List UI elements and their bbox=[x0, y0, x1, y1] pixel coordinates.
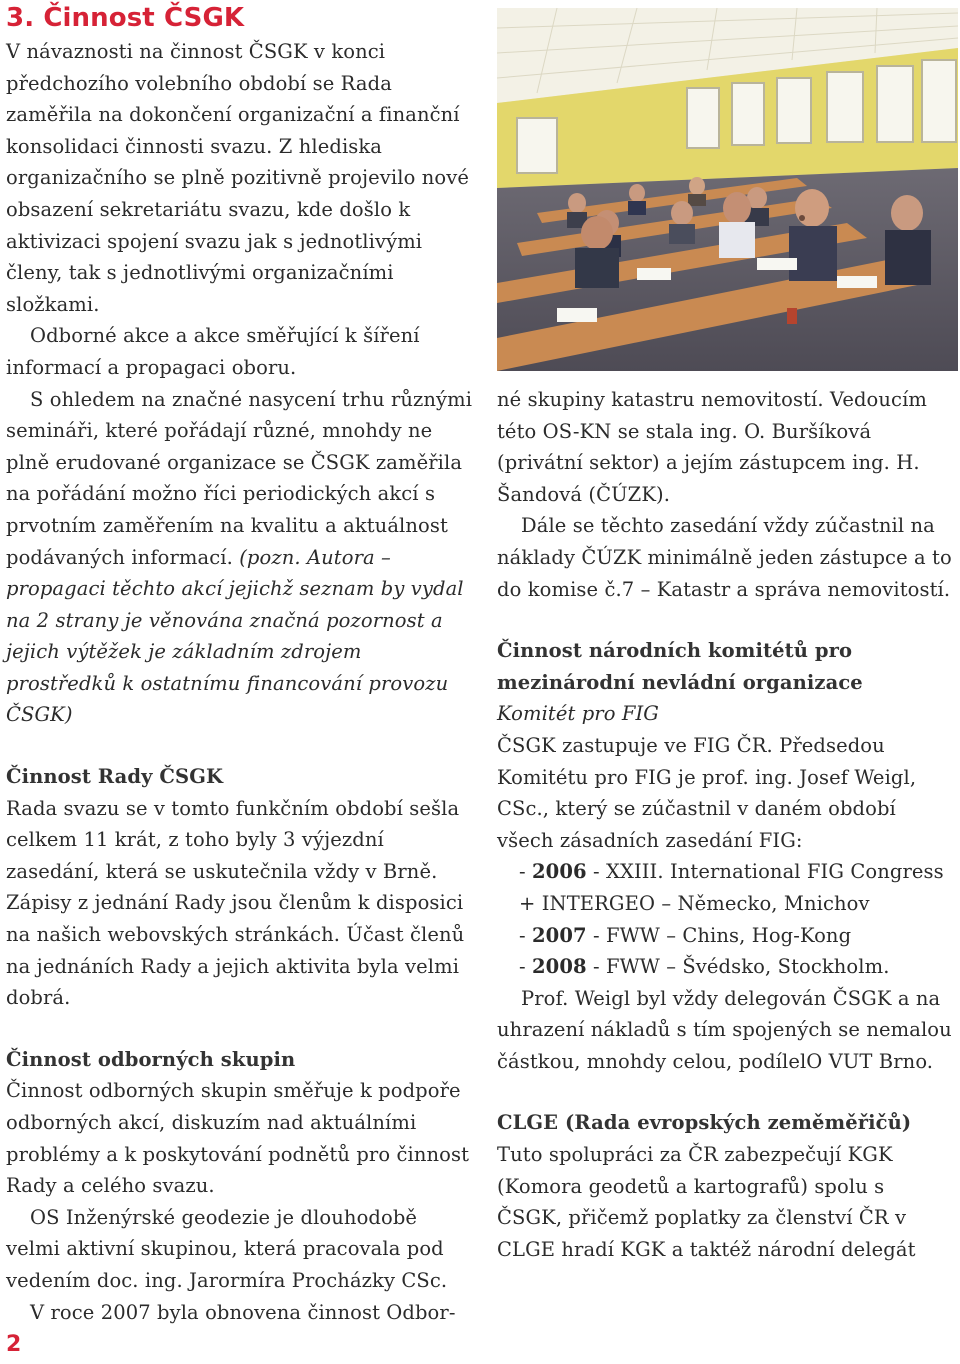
fig-subheading: Komitét pro FIG bbox=[497, 702, 659, 726]
clge-paragraph: Tuto spolupráci za ČR zabezpečují KGK (Komora geodetů a kartografů) spolu s ČSGK, přičemž poplatky za členství ČR v CLGE hradí KGK a taktéž národní delegát bbox=[497, 1143, 916, 1261]
events-paragraph bbox=[6, 384, 474, 732]
council-paragraph: Rada svazu se v tomto funkčním období sešla celkem 11 krát, z toho byly 3 výjezdní zasedání, která se uskutečnila vždy v Brně. Zápisy z jednání Rady jsou členům k disposici na našich webovských stránkách. Účast členů na jednáních Rady a jejich aktivita byla velmi dobrá. bbox=[6, 796, 465, 1010]
list-item: - 2007 - FWW – Chins, Hog-Kong bbox=[519, 923, 852, 947]
fig-events-list bbox=[497, 856, 955, 982]
event-year: 2007 bbox=[532, 923, 587, 947]
list-item: - 2006 - XXIII. International FIG Congress + INTERGEO – Německo, Mnichov bbox=[519, 860, 944, 915]
section-heading: 3. Činnost ČSGK bbox=[6, 3, 245, 33]
conference-photo bbox=[497, 8, 958, 371]
list-item: - 2008 - FWW – Švédsko, Stockholm. bbox=[519, 955, 890, 979]
intro-paragraph: V návaznosti na činnost ČSGK v konci předchozího volebního období se Rada zaměřila na dokončení organizační a finanční konsolidaci činnosti svazu. Z hlediska organizačního se plně pozitivně projevilo nové obsazení sekretariátu svazu, kde došlo k aktivizaci spojení svazu jak s jednotlivými členy, tak s jednotlivými organizačními složkami. bbox=[6, 40, 469, 316]
groups-paragraph: Činnost odborných skupin směřuje k podpoře odborných akcí, diskuzím nad aktuálními problémy a k poskytování podnětů pro činnost Rady a celého svazu. bbox=[6, 1079, 470, 1198]
council-heading: Činnost Rady ČSGK bbox=[6, 765, 224, 789]
events-intro: Odborné akce a akce směřující k šíření informací a propagaci oboru. bbox=[6, 324, 420, 379]
right-column bbox=[497, 384, 955, 1265]
event-text: FWW – Chins, Hog-Kong bbox=[605, 923, 852, 947]
event-year: 2006 bbox=[532, 860, 587, 884]
event-text: FWW – Švédsko, Stockholm. bbox=[605, 955, 890, 979]
events-note: (pozn. Autora – propagaci těchto akcí jejichž seznam by vydal na 2 strany je věnována značná pozornost a jejich výtěžek je základním zdrojem prostředků k ostatnímu financování provozu ČSGK) bbox=[6, 545, 464, 727]
clge-heading: CLGE (Rada evropských zeměměřičů) bbox=[497, 1111, 912, 1135]
weigl-paragraph: Prof. Weigl byl vždy delegován ČSGK a na uhrazení nákladů s tím spojených se nemalou částkou, mnohdy celou, podílelO VUT Brno. bbox=[497, 986, 952, 1073]
events-body: S ohledem na značné nasycení trhu různými semináři, které pořádají různé, mnohdy ne plně erudované organizace se ČSGK zaměřila na pořádání možno říci periodických akcí s prvotním zaměřením na kvalitu a aktuálnost podávaných informací. bbox=[6, 387, 473, 569]
event-text: XXIII. International FIG Congress + INTERGEO – Německo, Mnichov bbox=[519, 860, 944, 915]
meetings-paragraph: Dále se těchto zasedání vždy zúčastnil na náklady ČÚZK minimálně jeden zástupce a to do komise č.7 – Katastr a správa nemovitostí. bbox=[497, 514, 952, 601]
left-column bbox=[6, 0, 474, 1328]
groups-os-paragraph: OS Inženýrské geodezie je dlouhodobě velmi aktivní skupinou, která pracovala pod vedením doc. ing. Jarormíra Procházky CSc. bbox=[6, 1205, 448, 1292]
continuation-paragraph: né skupiny katastru nemovitostí. Vedoucím této OS-KN se stala ing. O. Buršíková (privátní sektor) a jejím zástupcem ing. H. Šandová (ČÚZK). bbox=[497, 388, 927, 506]
committees-heading: Činnost národních komitétů pro mezinárodní nevládní organizace bbox=[497, 639, 863, 694]
event-year: 2008 bbox=[532, 955, 587, 979]
fig-paragraph: ČSGK zastupuje ve FIG ČR. Předsedou Komitétu pro FIG je prof. ing. Josef Weigl, CSc., který se zúčastnil v daném období všech zásadních zasedání FIG: bbox=[497, 733, 917, 852]
page-number: 2 bbox=[6, 1332, 22, 1357]
groups-2007-paragraph: V roce 2007 byla obnovena činnost Odbor- bbox=[30, 1300, 456, 1324]
groups-heading: Činnost odborných skupin bbox=[6, 1047, 296, 1071]
